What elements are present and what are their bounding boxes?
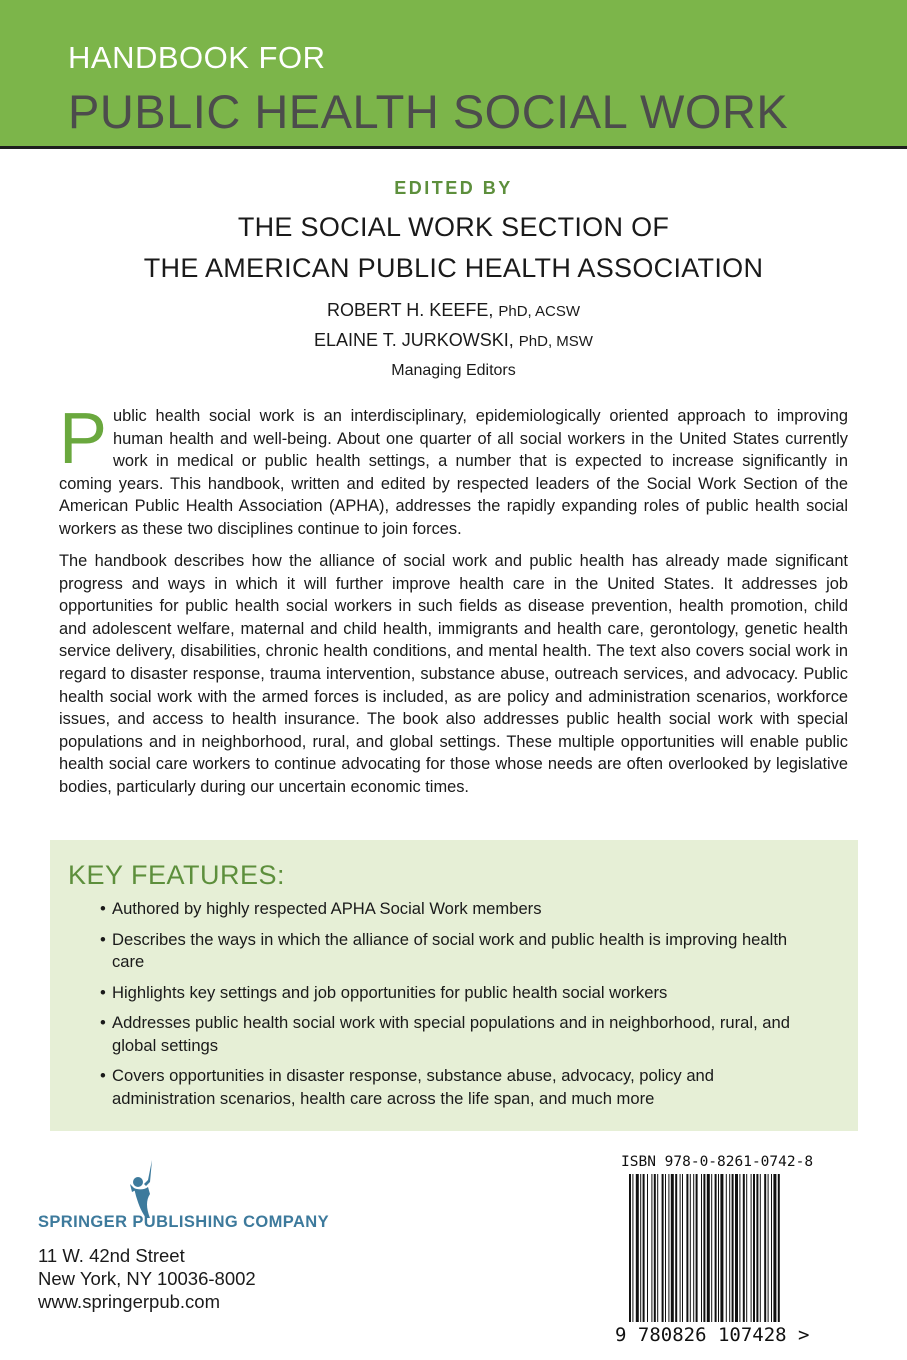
barcode-bar: [682, 1174, 683, 1322]
drop-cap: P: [59, 399, 108, 479]
feature-text: Covers opportunities in disaster response, substance abuse, advocacy, policy and administration scenarios, health care across the life span, and much more: [112, 1066, 715, 1108]
barcode-block: [615, 1148, 855, 1348]
feature-text: Addresses public health social work with special populations and in neighborhood, rural, and global settings: [112, 1013, 790, 1055]
barcode-bar: [629, 1174, 631, 1322]
org-line-1: THE SOCIAL WORK SECTION OF: [237, 212, 670, 242]
barcode-bar: [768, 1174, 769, 1322]
barcode-bar: [675, 1174, 677, 1322]
barcode-bar: [718, 1174, 719, 1322]
barcode-bar: [693, 1174, 694, 1322]
editor-name: ROBERT H. KEEFE,: [326, 300, 494, 320]
paragraph-text: ublic health social work is an interdisciplinary, epidemiologically oriented approach to improving human health and well-being. About one quarter of all social workers in the United States currently work in medical or public health settings, a number that is expected to increase significantly in coming years. This handbook, written and edited by respected leaders of the Social Work Section of the American Public Health Association (APHA), addresses the rapidly expanding roles of public health social workers as these two disciplines continue to join forces.: [59, 407, 848, 538]
editor-name: ELAINE T. JURKOWSKI,: [314, 330, 514, 350]
barcode-bar: [764, 1174, 766, 1322]
publisher-name: SPRINGER PUBLISHING COMPANY: [38, 1213, 330, 1231]
barcode-bar: [703, 1174, 705, 1322]
barcode-bar: [701, 1174, 702, 1322]
bullet-icon: •: [100, 929, 106, 949]
list-item: [100, 898, 820, 921]
barcode-digits: 9 780826 107428 >: [615, 1324, 810, 1346]
barcode-bar: [739, 1174, 740, 1322]
barcode-bar: [760, 1174, 761, 1322]
address-city: New York, NY 10036-8002: [38, 1268, 256, 1289]
publisher-website: www.springerpub.com: [38, 1291, 220, 1312]
bullet-icon: •: [100, 982, 106, 1002]
bullet-icon: •: [100, 899, 106, 918]
key-features-list: [100, 898, 820, 1118]
editor-role: Managing Editors: [391, 362, 516, 379]
banner-divider: [0, 146, 907, 149]
figure-reaching-icon: [128, 1160, 164, 1220]
barcode-bar: [686, 1174, 688, 1322]
barcode-bar: [707, 1174, 710, 1322]
barcode-bar: [632, 1174, 633, 1322]
barcode-bar: [715, 1174, 717, 1322]
feature-text: Describes the ways in which the alliance of social work and public health is improving health care: [112, 929, 788, 971]
barcode-bar: [690, 1174, 691, 1322]
isbn-label: ISBN 978-0-8261-0742-8: [621, 1154, 814, 1170]
editor-credentials: PhD, MSW: [518, 333, 593, 350]
barcode-bar: [771, 1174, 772, 1322]
barcode-bar: [778, 1174, 780, 1322]
feature-text: Highlights key settings and job opportunities for public health social workers: [112, 982, 668, 1002]
book-title: PUBLIC HEALTH SOCIAL WORK: [68, 85, 789, 138]
list-item: [100, 1012, 820, 1057]
editor-1: [0, 300, 907, 321]
barcode-bar: [751, 1174, 752, 1322]
barcode-bar: [773, 1174, 776, 1322]
description-paragraph-1: [59, 399, 848, 541]
barcode-bar: [753, 1174, 755, 1322]
barcode-bar: [696, 1174, 698, 1322]
barcode-bar: [756, 1174, 758, 1322]
editor-2: [0, 330, 907, 351]
barcode-bar: [680, 1174, 681, 1322]
barcode-bar: [647, 1174, 648, 1322]
barcode-bar: [743, 1174, 745, 1322]
list-item: [100, 929, 820, 974]
barcode-bar: [671, 1174, 674, 1322]
bullet-icon: •: [100, 1066, 106, 1085]
list-item: [100, 982, 820, 1005]
feature-text: Authored by highly respected APHA Social Work members: [112, 899, 542, 918]
barcode-bar: [636, 1174, 639, 1322]
series-title: HANDBOOK FOR: [68, 40, 326, 75]
edited-by-label: EDITED BY: [394, 178, 513, 198]
key-features-box: [50, 840, 858, 1131]
barcode-icon: [615, 1174, 847, 1324]
editor-credentials: PhD, ACSW: [498, 303, 581, 320]
barcode-bar: [720, 1174, 723, 1322]
org-line-2: THE AMERICAN PUBLIC HEALTH ASSOCIATION: [143, 253, 764, 283]
barcode-bar: [665, 1174, 666, 1322]
barcode-bar: [668, 1174, 669, 1322]
barcode-bar: [726, 1174, 727, 1322]
barcode-bar: [640, 1174, 641, 1322]
description-paragraph-2: The handbook describes how the alliance of social work and public health has already made significant progress and ways in which it will further improve health care in the United States. It addresses job opportunities for public health social workers in such fields as disease prevention, health promotion, child and adolescent welfare, maternal and child health, immigrants and health care, gerontology, genetic health service delivery, disabilities, chronic health conditions, and mental health. The text also covers social work in regard to disaster response, trauma intervention, substance abuse, outreach services, and advocacy. Public health social work with the armed forces is included, as are policy and administration scenarios, workforce issues, and access to health insurance. The book also addresses public health social work with special populations and in neighborhood, rural, and global settings. These multiple opportunities will enable public health social care workers to continue advocating for those whose needs are often overlooked by legislative bodies, particularly during our uncertain economic times.: [59, 552, 848, 796]
bullet-icon: •: [100, 1013, 106, 1032]
barcode-bar: [654, 1174, 656, 1322]
barcode-bar: [657, 1174, 658, 1322]
list-item: [100, 1065, 820, 1110]
barcode-bar: [651, 1174, 652, 1322]
key-features-title: KEY FEATURES:: [68, 860, 286, 890]
barcode-bar: [735, 1174, 738, 1322]
address-street: 11 W. 42nd Street: [38, 1245, 185, 1266]
barcode-bar: [711, 1174, 712, 1322]
barcode-bar: [643, 1174, 645, 1322]
barcode-bar: [746, 1174, 747, 1322]
barcode-bar: [662, 1174, 664, 1322]
barcode-bar: [732, 1174, 734, 1322]
barcode-bar: [729, 1174, 730, 1322]
